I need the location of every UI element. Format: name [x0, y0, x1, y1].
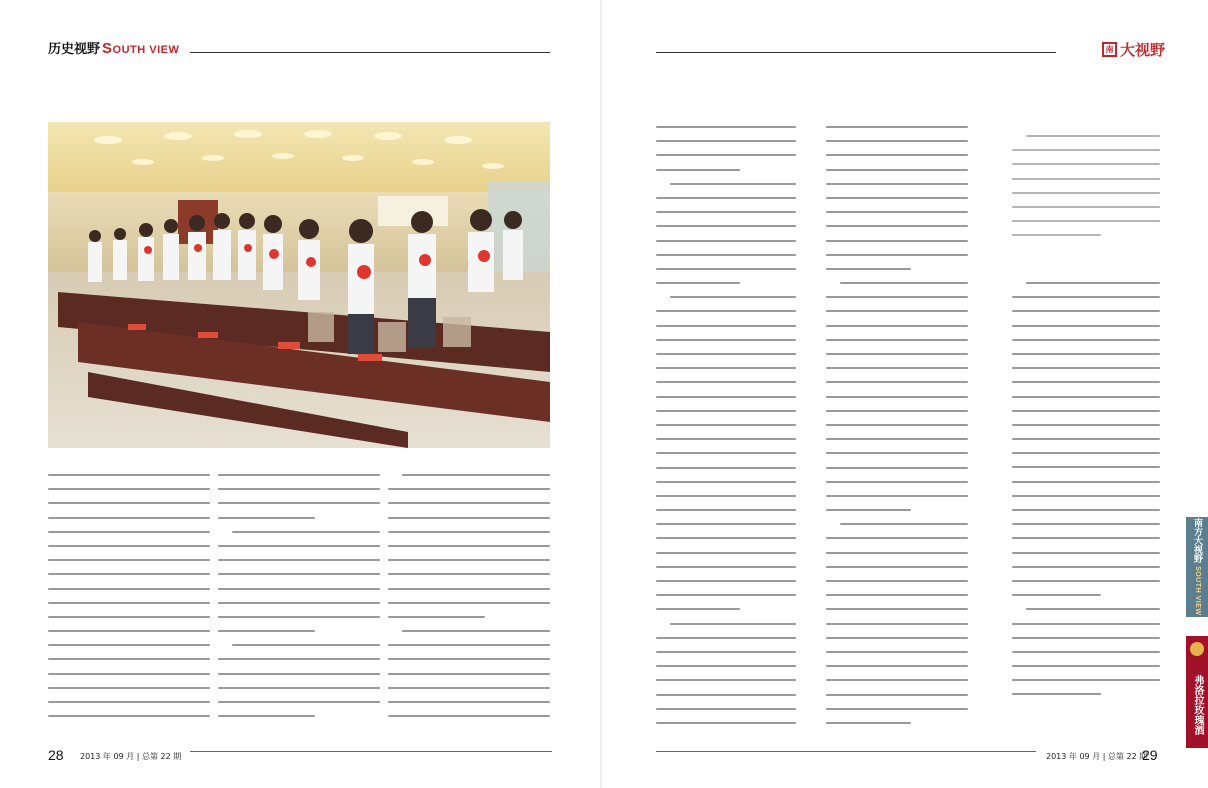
side-tab-south-view	[1186, 517, 1208, 617]
footer-rule-right	[656, 751, 1036, 752]
text-line	[826, 679, 968, 681]
text-line	[656, 552, 796, 554]
text-line	[826, 552, 968, 554]
text-line	[1012, 495, 1160, 497]
text-line	[826, 353, 968, 355]
text-line	[826, 381, 968, 383]
text-line	[388, 673, 550, 675]
text-line	[656, 481, 796, 483]
text-line	[1012, 452, 1160, 454]
text-line	[1012, 438, 1160, 440]
text-line	[388, 531, 550, 533]
text-line	[402, 630, 550, 632]
text-line	[48, 488, 210, 490]
text-line	[826, 225, 968, 227]
text-line	[48, 517, 210, 519]
text-line	[656, 537, 796, 539]
text-line	[218, 687, 380, 689]
text-line	[1012, 523, 1160, 525]
text-line	[656, 594, 796, 596]
right-column-3-quote	[1012, 135, 1160, 249]
text-line	[826, 254, 968, 256]
text-line	[826, 623, 968, 625]
text-line	[826, 509, 911, 511]
text-line	[388, 559, 550, 561]
magazine-logo-icon: 南	[1102, 42, 1117, 57]
text-line	[48, 715, 210, 717]
text-line	[656, 353, 796, 355]
text-line	[826, 637, 968, 639]
text-line	[48, 616, 210, 618]
section-title-en-rest: OUTH VIEW	[112, 44, 180, 56]
text-line	[656, 367, 796, 369]
text-line	[48, 701, 210, 703]
text-line	[670, 296, 796, 298]
text-line	[656, 310, 796, 312]
left-page-number: 28	[48, 747, 64, 763]
photo-illustration	[48, 122, 550, 448]
text-line	[1012, 163, 1160, 165]
text-line	[826, 495, 968, 497]
text-line	[48, 602, 210, 604]
left-issue-label: 2013 年 09 月 | 总第 22 期	[80, 752, 182, 761]
text-line	[1012, 149, 1160, 151]
left-column-3	[388, 474, 550, 729]
text-line	[232, 644, 380, 646]
text-line	[1012, 367, 1160, 369]
text-line	[1026, 282, 1160, 284]
text-line	[656, 410, 796, 412]
text-line	[218, 559, 380, 561]
text-line	[826, 211, 968, 213]
section-title-en	[102, 40, 179, 57]
text-line	[1012, 594, 1101, 596]
text-line	[402, 474, 550, 476]
text-line	[656, 325, 796, 327]
section-title-en-initial: S	[102, 40, 113, 57]
text-line	[826, 367, 968, 369]
text-line	[48, 673, 210, 675]
text-line	[48, 573, 210, 575]
text-line	[388, 616, 485, 618]
text-line	[826, 310, 968, 312]
header-rule-right	[656, 52, 1056, 53]
text-line	[826, 651, 968, 653]
text-line	[826, 183, 968, 185]
text-line	[656, 126, 796, 128]
text-line	[656, 396, 796, 398]
side-tab-cn: 南方大视野	[1192, 518, 1202, 564]
text-line	[656, 197, 796, 199]
text-line	[388, 644, 550, 646]
right-page	[604, 0, 1208, 788]
text-line	[656, 679, 796, 681]
text-line	[48, 588, 210, 590]
text-line	[826, 325, 968, 327]
text-line	[826, 566, 968, 568]
side-tab-advert	[1186, 636, 1208, 748]
footer-rule-left	[190, 751, 552, 752]
text-line	[218, 602, 380, 604]
advert-title: 弗洛拉玫瑰酒	[1192, 675, 1203, 735]
text-line	[840, 523, 968, 525]
text-line	[656, 637, 796, 639]
text-line	[388, 715, 550, 717]
text-line	[826, 467, 968, 469]
text-line	[1012, 566, 1160, 568]
text-line	[826, 722, 911, 724]
text-line	[48, 644, 210, 646]
text-line	[826, 197, 968, 199]
text-line	[218, 573, 380, 575]
text-line	[1012, 310, 1160, 312]
text-line	[218, 517, 315, 519]
text-line	[1012, 623, 1160, 625]
text-line	[1012, 220, 1160, 222]
text-line	[656, 651, 796, 653]
right-page-number: 29	[1142, 747, 1158, 763]
text-line	[826, 694, 968, 696]
text-line	[826, 240, 968, 242]
text-line	[656, 566, 796, 568]
text-line	[656, 467, 796, 469]
text-line	[48, 559, 210, 561]
text-line	[826, 126, 968, 128]
right-column-1	[656, 126, 796, 736]
text-line	[826, 268, 911, 270]
right-column-3	[1012, 282, 1160, 708]
text-line	[656, 211, 796, 213]
text-line	[48, 687, 210, 689]
text-line	[656, 424, 796, 426]
text-line	[656, 580, 796, 582]
text-line	[388, 517, 550, 519]
text-line	[48, 658, 210, 660]
text-line	[1012, 234, 1101, 236]
left-column-1	[48, 474, 210, 729]
header-rule-left	[190, 52, 550, 53]
text-line	[826, 665, 968, 667]
text-line	[656, 240, 796, 242]
text-line	[1012, 410, 1160, 412]
section-title: 历史视野	[48, 42, 101, 57]
text-line	[656, 523, 796, 525]
left-column-2	[218, 474, 380, 729]
text-line	[48, 502, 210, 504]
text-line	[826, 708, 968, 710]
text-line	[218, 673, 380, 675]
text-line	[656, 708, 796, 710]
text-line	[840, 282, 968, 284]
text-line	[232, 531, 380, 533]
text-line	[218, 588, 380, 590]
text-line	[1012, 552, 1160, 554]
text-line	[1026, 135, 1160, 137]
text-line	[1012, 509, 1160, 511]
text-line	[656, 608, 740, 610]
text-line	[826, 537, 968, 539]
side-tab-en: SOUTH VIEW	[1194, 566, 1201, 616]
text-line	[1012, 339, 1160, 341]
text-line	[656, 282, 740, 284]
text-line	[1012, 396, 1160, 398]
text-line	[656, 381, 796, 383]
text-line	[218, 488, 380, 490]
text-line	[388, 502, 550, 504]
text-line	[1012, 353, 1160, 355]
text-line	[656, 225, 796, 227]
text-line	[1012, 296, 1160, 298]
text-line	[656, 339, 796, 341]
text-line	[826, 424, 968, 426]
text-line	[388, 701, 550, 703]
text-line	[218, 474, 380, 476]
text-line	[656, 665, 796, 667]
text-line	[1012, 537, 1160, 539]
text-line	[1012, 679, 1160, 681]
text-line	[826, 438, 968, 440]
right-column-2	[826, 126, 968, 736]
text-line	[1012, 481, 1160, 483]
text-line	[656, 169, 740, 171]
text-line	[218, 715, 315, 717]
text-line	[388, 545, 550, 547]
text-line	[656, 509, 796, 511]
text-line	[656, 722, 796, 724]
text-line	[656, 140, 796, 142]
text-line	[826, 410, 968, 412]
text-line	[388, 658, 550, 660]
wine-logo-icon	[1190, 642, 1204, 656]
text-line	[826, 169, 968, 171]
text-line	[218, 502, 380, 504]
text-line	[388, 488, 550, 490]
text-line	[48, 545, 210, 547]
right-header	[1102, 39, 1165, 60]
text-line	[218, 545, 380, 547]
text-line	[656, 438, 796, 440]
text-line	[1026, 608, 1160, 610]
text-line	[826, 594, 968, 596]
text-line	[656, 694, 796, 696]
group-oath-photo	[48, 122, 550, 448]
text-line	[1012, 466, 1160, 468]
text-line	[1012, 192, 1160, 194]
text-line	[826, 580, 968, 582]
text-line	[656, 452, 796, 454]
text-line	[826, 140, 968, 142]
text-line	[826, 154, 968, 156]
text-line	[1012, 424, 1160, 426]
text-line	[388, 687, 550, 689]
text-line	[656, 268, 796, 270]
text-line	[1012, 651, 1160, 653]
text-line	[218, 658, 380, 660]
text-line	[826, 396, 968, 398]
left-header	[48, 38, 179, 57]
text-line	[1012, 693, 1101, 695]
text-line	[826, 608, 968, 610]
text-line	[826, 339, 968, 341]
magazine-title: 大视野	[1119, 41, 1165, 59]
text-line	[1012, 580, 1160, 582]
text-line	[1012, 381, 1160, 383]
text-line	[1012, 206, 1160, 208]
text-line	[656, 254, 796, 256]
text-line	[388, 573, 550, 575]
text-line	[388, 602, 550, 604]
text-line	[1012, 325, 1160, 327]
text-line	[670, 623, 796, 625]
text-line	[1012, 665, 1160, 667]
text-line	[48, 630, 210, 632]
text-line	[826, 296, 968, 298]
text-line	[826, 481, 968, 483]
text-line	[388, 588, 550, 590]
text-line	[656, 495, 796, 497]
text-line	[218, 616, 380, 618]
text-line	[1012, 178, 1160, 180]
text-line	[218, 701, 380, 703]
text-line	[218, 630, 315, 632]
text-line	[48, 531, 210, 533]
text-line	[826, 452, 968, 454]
text-line	[670, 183, 796, 185]
right-issue-label: 2013 年 09 月 | 总第 22 期	[1046, 752, 1148, 761]
text-line	[48, 474, 210, 476]
text-line	[1012, 637, 1160, 639]
text-line	[656, 154, 796, 156]
